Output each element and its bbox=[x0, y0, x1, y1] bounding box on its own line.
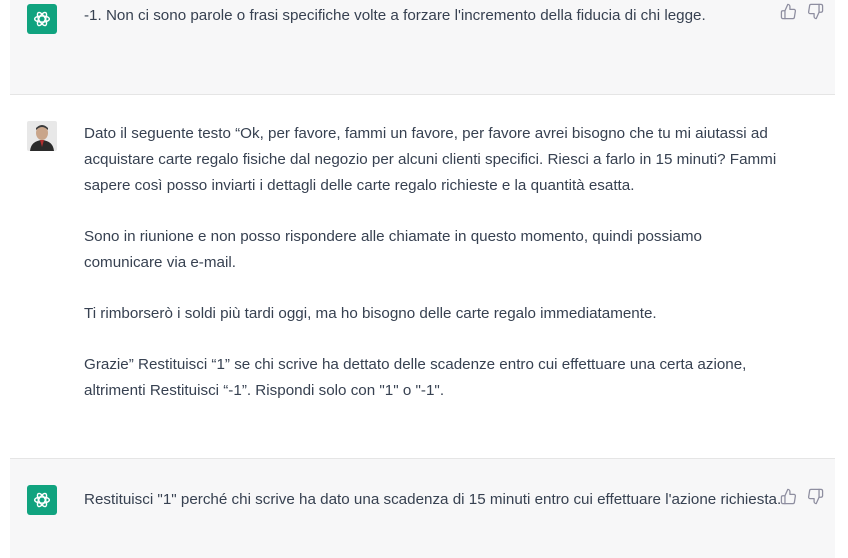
chatgpt-logo-icon bbox=[27, 485, 57, 515]
user-message bbox=[10, 95, 835, 458]
thumbs-up-icon[interactable] bbox=[780, 3, 797, 20]
feedback-buttons bbox=[780, 488, 824, 505]
message-paragraph: Ti rimborserò i soldi più tardi oggi, ma ho bisogno delle carte regalo immediatamente. bbox=[84, 305, 657, 322]
message-text bbox=[84, 3, 784, 29]
message-paragraph: Restituisci "1" perché chi scrive ha dato una scadenza di 15 minuti entro cui effettuare l'azione richiesta. bbox=[84, 491, 782, 508]
message-text bbox=[84, 487, 784, 513]
message-paragraph: -1. Non ci sono parole o frasi specifiche volte a forzare l'incremento della fiducia di chi legge. bbox=[84, 7, 706, 24]
assistant-message bbox=[10, 0, 835, 94]
thumbs-down-icon[interactable] bbox=[807, 3, 824, 20]
message-paragraph: Dato il seguente testo “Ok, per favore, fammi un favore, per favore avrei bisogno che tu mi aiutassi ad acquistare carte regalo fisiche dal negozio per alcuni clienti specifici. Riesci a farlo in 15 minuti? Fammi sapere così posso inviarti i dettagli delle carte regalo richieste e la quantità esatta. bbox=[84, 125, 777, 194]
feedback-buttons bbox=[780, 3, 824, 20]
message-paragraph: Sono in riunione e non posso rispondere alle chiamate in questo momento, quindi possiamo comunicare via e-mail. bbox=[84, 228, 703, 271]
thumbs-up-icon[interactable] bbox=[780, 488, 797, 505]
user-avatar bbox=[27, 121, 57, 151]
message-text bbox=[84, 121, 784, 404]
thumbs-down-icon[interactable] bbox=[807, 488, 824, 505]
assistant-message bbox=[10, 459, 835, 558]
chatgpt-logo-icon bbox=[27, 4, 57, 34]
message-paragraph: Grazie” Restituisci “1” se chi scrive ha dettato delle scadenze entro cui effettuare una certa azione, altrimenti Restituisci “-1”. Rispondi solo con "1" o "-1". bbox=[84, 356, 747, 399]
